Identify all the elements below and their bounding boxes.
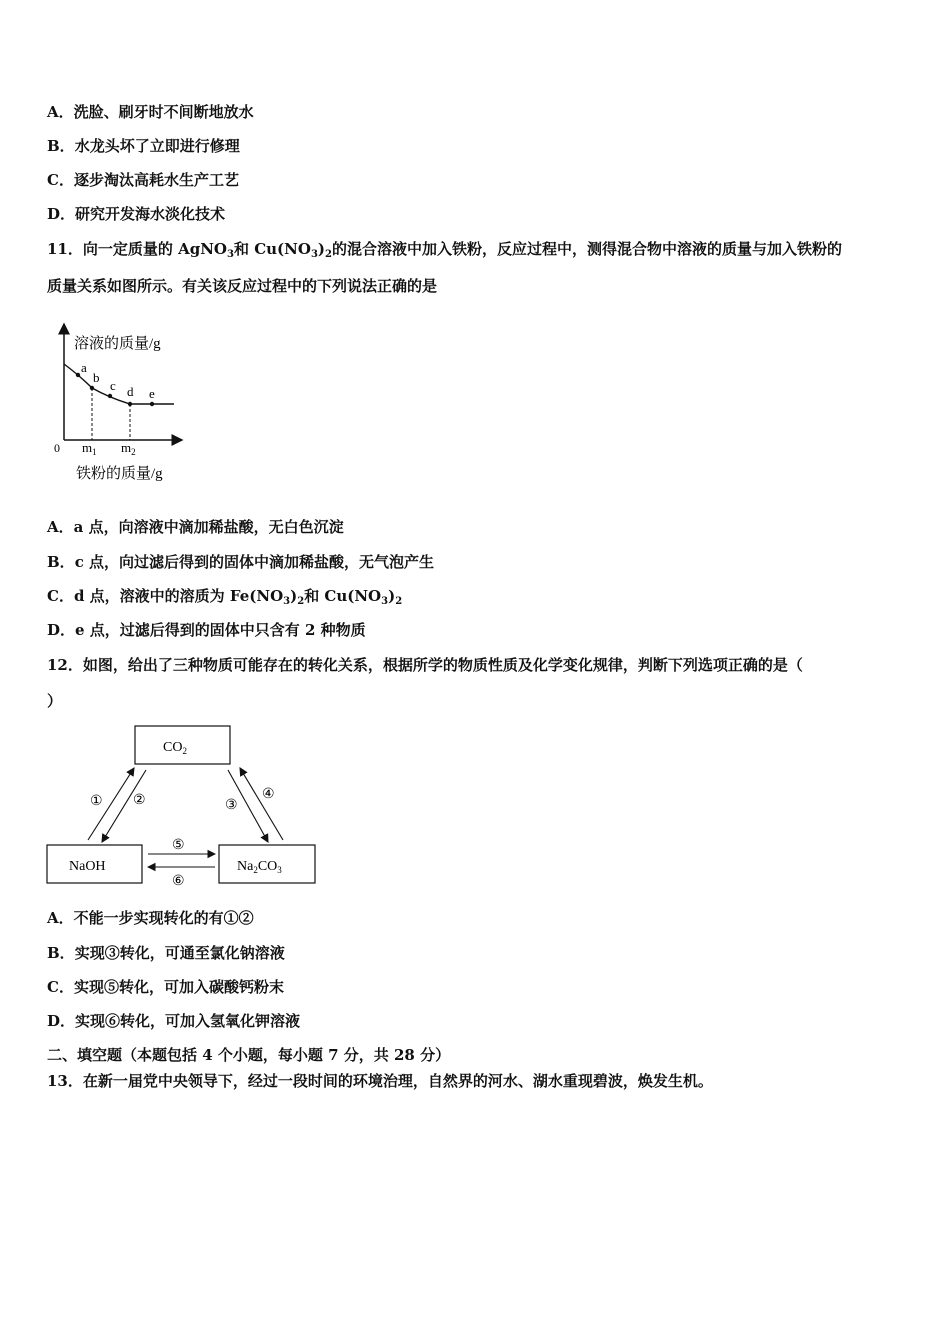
option-d xyxy=(47,204,225,224)
label-2: ② xyxy=(133,793,146,808)
q11-option-d xyxy=(47,620,366,640)
label-3: ③ xyxy=(225,798,238,813)
point-c xyxy=(108,394,112,398)
subscript: 3 xyxy=(283,596,291,607)
tick-label-m2: $m_2$ xyxy=(121,440,136,457)
option-text: 不能一步实现转化的有①② xyxy=(73,909,254,927)
co2-box xyxy=(135,726,230,764)
label-5: ⑤ xyxy=(172,838,185,853)
option-text: ) xyxy=(290,587,298,605)
tick-label-m1: $m_1$ xyxy=(82,440,97,457)
y-axis-label: 溶液的质量/g xyxy=(74,336,161,352)
question-11-stem xyxy=(47,239,842,259)
option-c xyxy=(47,170,239,190)
option-letter: B． xyxy=(47,137,75,155)
subscript: 2 xyxy=(395,596,403,607)
option-text: 和 Cu(NO xyxy=(304,587,382,605)
option-text: e 点，过滤后得到的固体中只含有 2 种物质 xyxy=(75,621,366,639)
option-text: 洗脸、刷牙时不间断地放水 xyxy=(73,103,254,121)
question-12-stem-line2: ） xyxy=(47,692,63,710)
option-letter: A． xyxy=(47,518,74,536)
point-e xyxy=(150,402,154,406)
option-letter: A． xyxy=(47,103,74,121)
option-letter: C． xyxy=(47,587,74,605)
co2-label: $CO_2$ xyxy=(163,740,187,756)
question-12-stem: 12．如图，给出了三种物质可能存在的转化关系，根据所学的物质性质及化学变化规律，判断下列选项正确的是（ xyxy=(47,656,803,674)
subscript: 3 xyxy=(310,249,318,260)
question-13-stem: 13．在新一届党中央领导下，经过一段时间的环境治理，自然界的河水、湖水重现碧波，焕发生机。 xyxy=(47,1072,713,1090)
label-4: ④ xyxy=(262,787,275,802)
option-letter: A． xyxy=(47,909,74,927)
option-text: 水龙头坏了立即进行修理 xyxy=(74,137,240,155)
option-letter: B． xyxy=(47,553,75,571)
point-a xyxy=(76,373,80,377)
point-label-e: e xyxy=(149,386,155,401)
option-letter: D． xyxy=(47,1012,76,1030)
q11-option-c xyxy=(47,586,402,606)
option-text: c 点，向过滤后得到的固体中滴加稀盐酸，无气泡产生 xyxy=(74,553,435,571)
option-letter: C． xyxy=(47,171,74,189)
option-letter: D． xyxy=(47,205,76,223)
option-letter: B． xyxy=(47,944,75,962)
subscript: 3 xyxy=(227,249,234,260)
point-label-a: a xyxy=(81,360,87,375)
point-label-d: d xyxy=(127,384,134,399)
option-letter: C． xyxy=(47,978,74,996)
option-letter: D． xyxy=(47,621,76,639)
stem-text: 的混合溶液中加入铁粉，反应过程中，测得混合物中溶液的质量与加入铁粉的 xyxy=(331,240,842,258)
q11-option-a xyxy=(47,517,344,537)
naoh-label: NaOH xyxy=(69,859,106,874)
subscript: 2 xyxy=(297,596,305,607)
q12-option-d xyxy=(47,1011,300,1031)
mass-graph xyxy=(40,318,200,490)
q12-option-c xyxy=(47,977,284,997)
option-text: a 点，向溶液中滴加稀盐酸，无白色沉淀 xyxy=(73,518,344,536)
label-1: ① xyxy=(90,794,103,809)
point-label-c: c xyxy=(110,378,116,393)
label-6: ⑥ xyxy=(172,874,185,889)
na2co3-label: $Na_2CO_3$ xyxy=(237,859,282,875)
option-text: 实现③转化，可通至氯化钠溶液 xyxy=(74,944,285,962)
option-text: d 点，溶液中的溶质为 Fe(NO xyxy=(73,587,284,605)
conversion-diagram xyxy=(40,718,330,890)
option-text: 研究开发海水淡化技术 xyxy=(75,205,226,223)
option-text: 逐步淘汰高耗水生产工艺 xyxy=(73,171,239,189)
question-11-stem-line2: 质量关系如图所示。有关该反应过程中的下列说法正确的是 xyxy=(47,277,438,295)
stem-text: ) xyxy=(317,240,326,258)
stem-text: 和 Cu(NO xyxy=(233,240,311,258)
option-text: ) xyxy=(388,587,396,605)
x-axis-label: 铁粉的质量/g xyxy=(76,466,163,482)
q12-option-a xyxy=(47,908,254,928)
origin-label: 0 xyxy=(54,441,60,455)
option-text: 实现⑤转化，可加入碳酸钙粉末 xyxy=(73,978,284,996)
q11-option-b xyxy=(47,552,434,572)
point-d xyxy=(128,402,132,406)
q12-option-b xyxy=(47,943,285,963)
point-b xyxy=(90,386,94,390)
point-label-b: b xyxy=(93,370,100,385)
subscript: 2 xyxy=(325,249,332,260)
option-b xyxy=(47,136,240,156)
stem-text: 11．向一定质量的 AgNO xyxy=(47,240,228,258)
option-a xyxy=(47,102,254,122)
option-text: 实现⑥转化，可加入氢氧化钾溶液 xyxy=(75,1012,301,1030)
subscript: 3 xyxy=(381,596,389,607)
section-heading: 二、填空题（本题包括 4 个小题，每小题 7 分，共 28 分） xyxy=(47,1046,451,1064)
